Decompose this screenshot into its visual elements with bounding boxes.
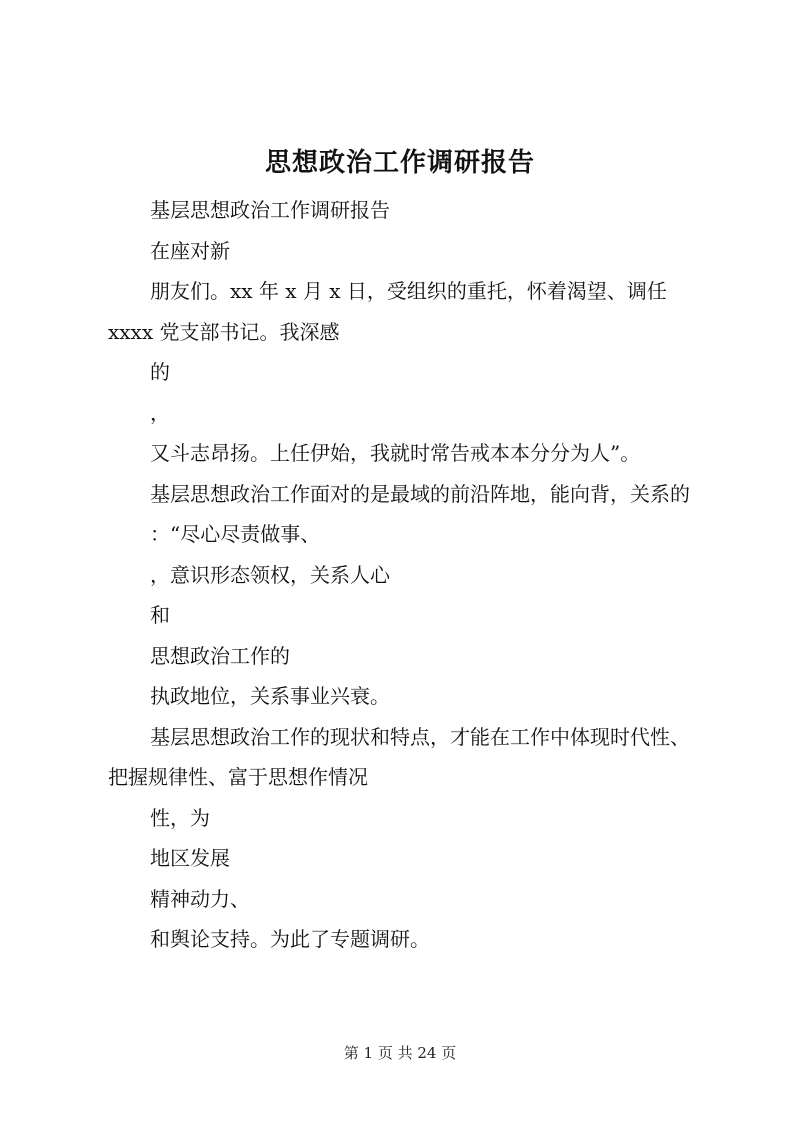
paragraph: 地区发展 xyxy=(150,846,230,870)
paragraph: 朋友们。xx 年 x 月 x 日，受组织的重托，怀着渴望、调任 xxxx 党支部书记。我深感 xyxy=(108,279,674,344)
paragraph: 执政地位，关系事业兴衰。 xyxy=(150,684,390,708)
paragraph: 性，为 xyxy=(150,805,210,830)
page-number-footer: 第 1 页 共 24 页 xyxy=(343,1044,457,1062)
paragraph: 的 xyxy=(150,360,170,384)
paragraph: 又斗志昂扬。上任伊始，我就时常告戒本本分分为人”。 xyxy=(150,441,641,465)
document-title: 思想政治工作调研报告 xyxy=(264,148,535,178)
paragraph: 基层思想政治工作面对的是最域的前沿阵地，能向背，关系的 xyxy=(150,481,690,506)
paragraph: 和 xyxy=(150,603,170,627)
paragraph: ， xyxy=(150,400,170,425)
paragraph: 基层思想政治工作的现状和特点，才能在工作中体现时代性、把握规律性、富于思想作情况 xyxy=(108,724,690,789)
paragraph: 在座对新 xyxy=(150,238,230,263)
paragraph: ：“尽心尽责做事、 xyxy=(150,522,321,546)
paragraph: 和舆论支持。为此了专题调研。 xyxy=(150,927,430,951)
paragraph: ，意识形态领权，关系人心 xyxy=(150,562,390,587)
paragraph: 精神动力、 xyxy=(150,886,250,911)
paragraph: 思想政治工作的 xyxy=(150,643,290,668)
paragraph: 基层思想政治工作调研报告 xyxy=(150,198,390,222)
document-body xyxy=(108,190,708,960)
